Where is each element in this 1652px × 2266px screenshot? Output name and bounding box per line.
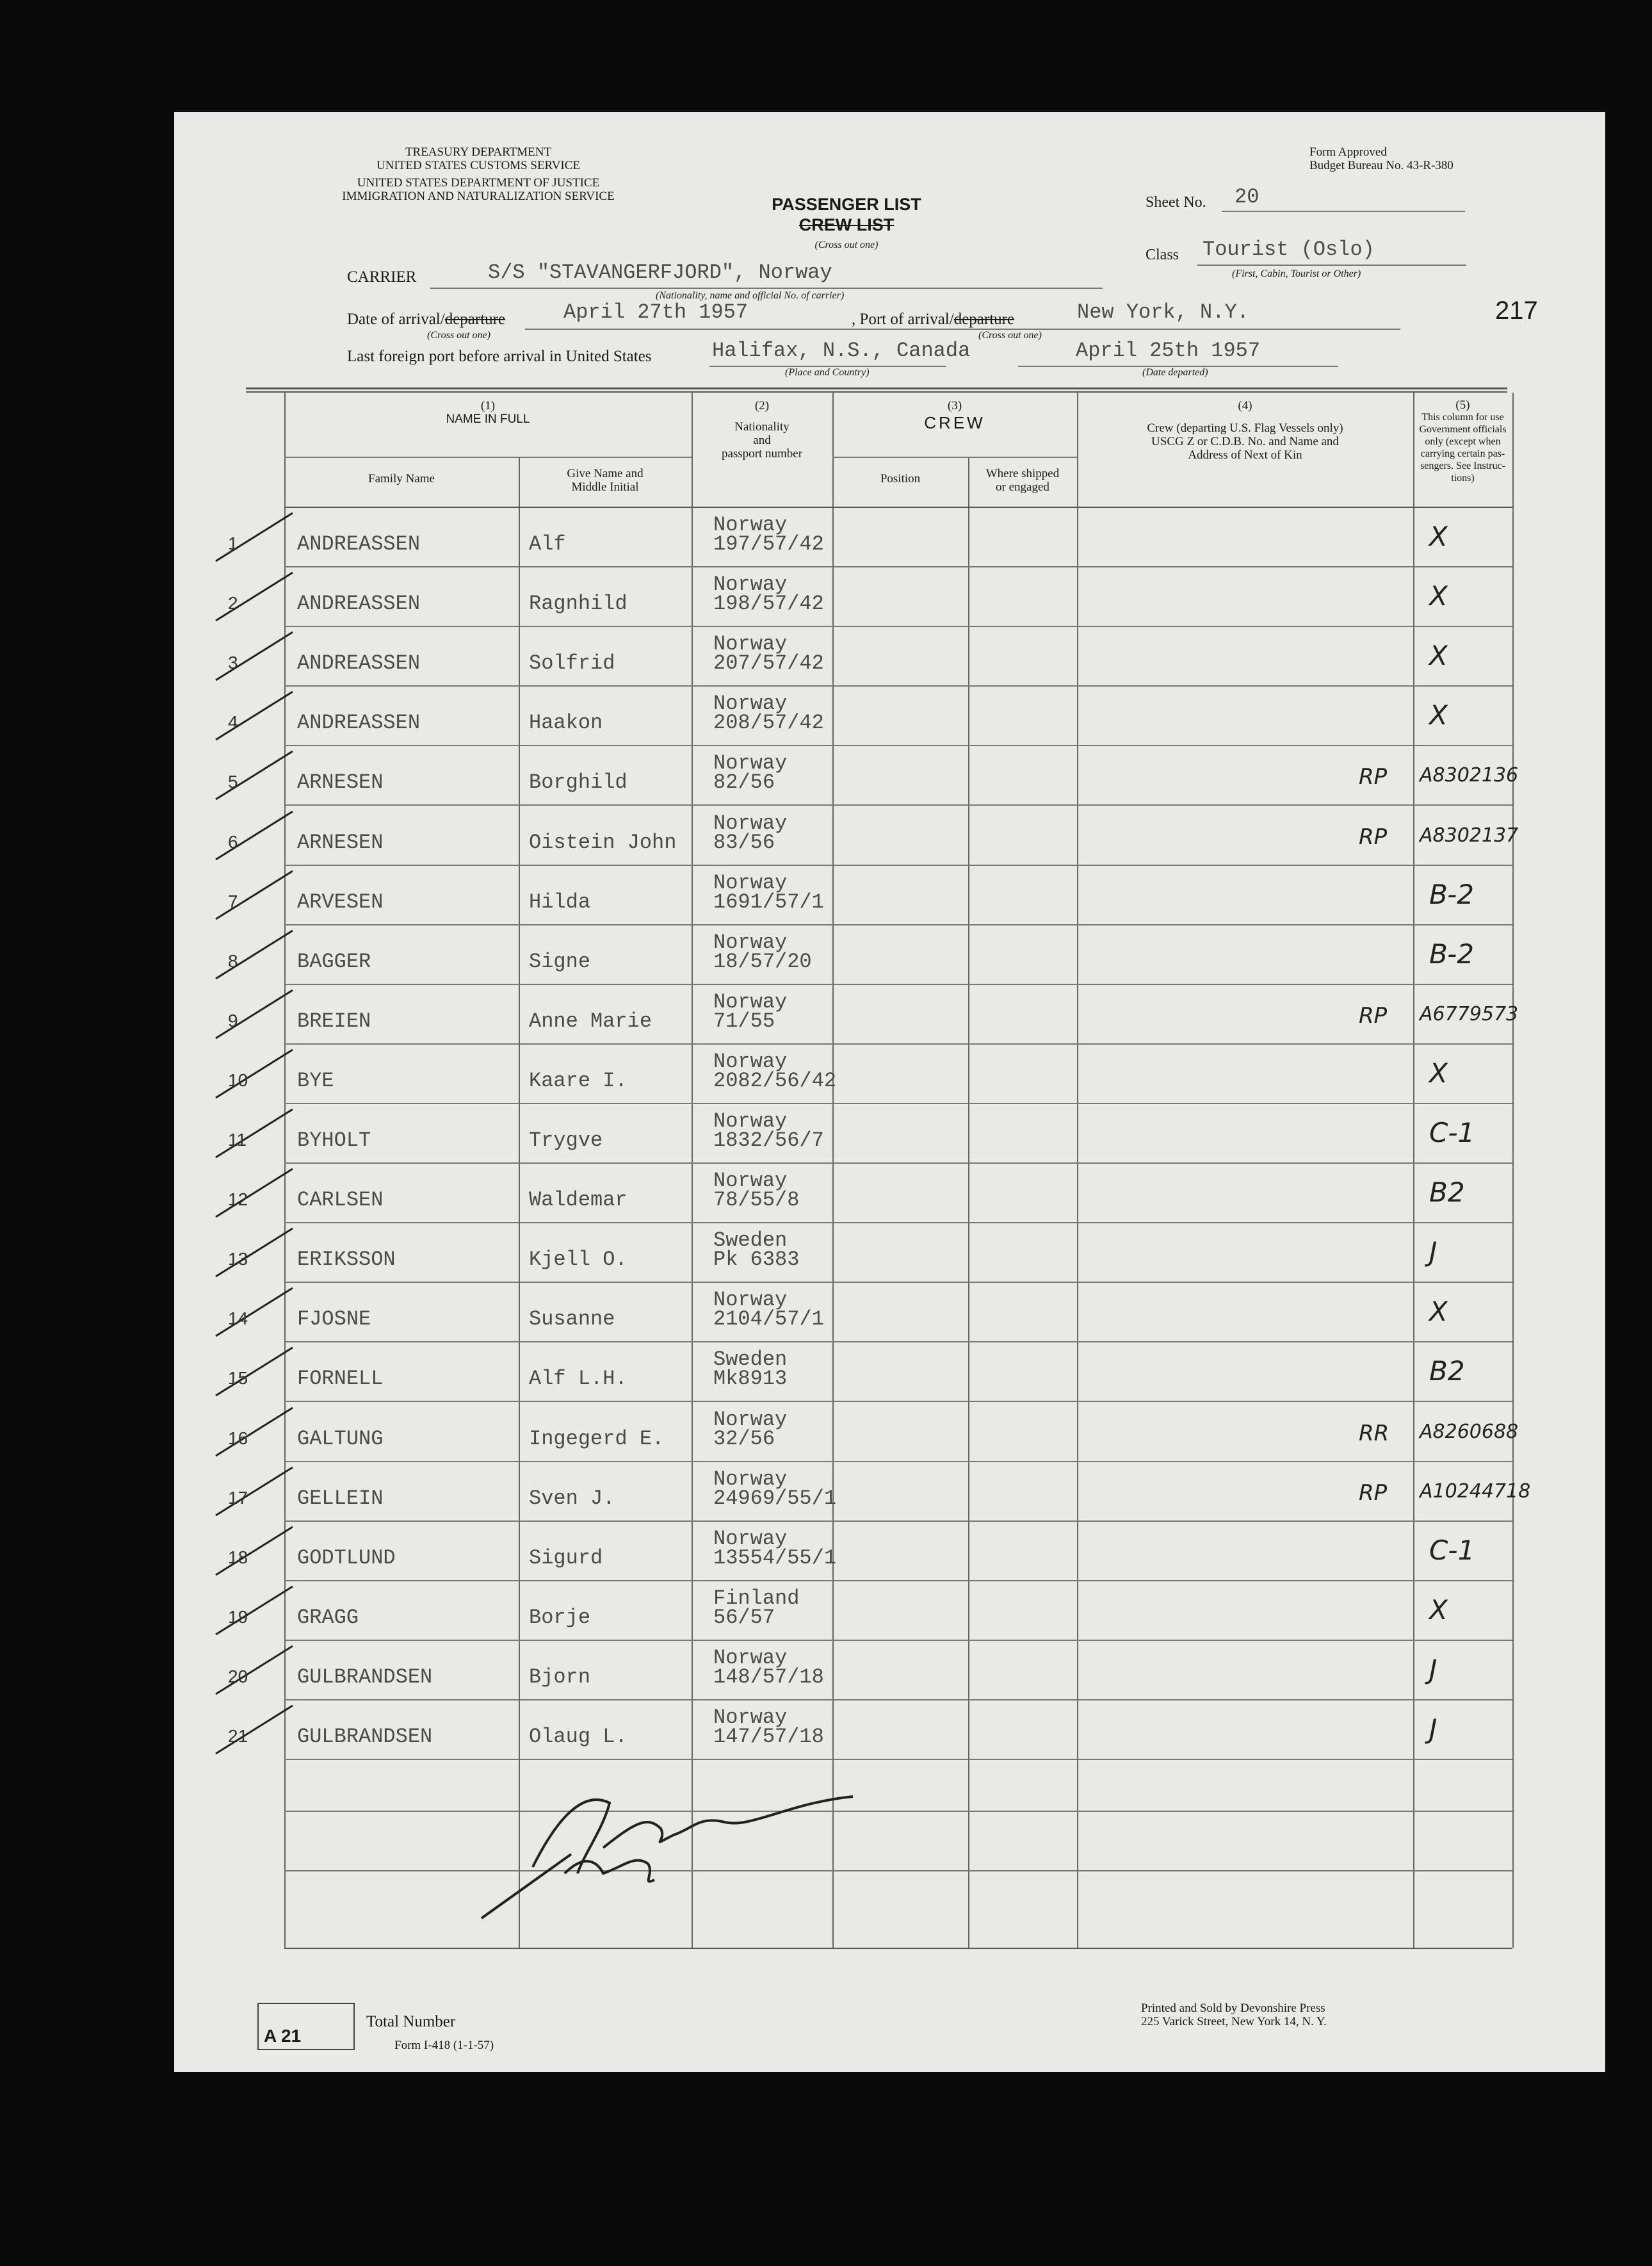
col5-line-6: tions) [1451, 473, 1475, 484]
printer-line-1: Printed and Sold by Devonshire Press [1141, 2001, 1325, 2015]
row-number: 2 [228, 593, 238, 614]
family-name: FJOSNE [297, 1307, 371, 1332]
col3a-header: Position [880, 472, 921, 485]
table-row [174, 745, 1605, 804]
carrier-label: CARRIER [347, 268, 417, 286]
passport-number: 13554/55/1 [713, 1545, 837, 1570]
check-mark-icon [209, 1693, 299, 1757]
official-mark: X [1429, 521, 1448, 552]
col2-line-2: and [753, 434, 771, 447]
given-name: Alf L.H. [529, 1367, 628, 1391]
last-port-value: Halifax, N.S., Canada [712, 339, 971, 363]
col5-line-3: only (except when [1425, 436, 1501, 447]
family-name: BAGGER [297, 949, 371, 974]
official-mark: J [1429, 1236, 1437, 1268]
title-crew-list: CREW LIST [798, 215, 895, 234]
given-name: Solfrid [529, 651, 615, 676]
col5-line-4: carrying certain pas- [1420, 448, 1505, 459]
official-mark: X [1429, 580, 1448, 612]
row-number: 14 [228, 1308, 248, 1329]
check-mark-icon [209, 1275, 299, 1339]
table-row [174, 924, 1605, 984]
dept-line-3: UNITED STATES DEPARTMENT OF JUSTICE [357, 176, 600, 190]
official-mark: A8260688 [1420, 1420, 1519, 1443]
given-name: Hilda [529, 890, 591, 914]
row-number: 6 [228, 831, 238, 852]
family-name: ANDREASSEN [297, 532, 421, 556]
given-name: Olaug L. [529, 1725, 628, 1748]
nationality: Sweden [713, 1348, 788, 1372]
given-name: Signe [529, 949, 591, 974]
family-name: GALTUNG [297, 1426, 384, 1451]
row-number: 8 [228, 950, 238, 971]
nationality: Norway [713, 513, 788, 537]
passport-number: 208/57/42 [713, 711, 824, 735]
passport-number: 78/55/8 [713, 1188, 800, 1212]
family-name: FORNELL [297, 1367, 384, 1391]
official-mark: X [1429, 1296, 1448, 1328]
class-value: Tourist (Oslo) [1203, 238, 1375, 261]
given-name: Haakon [529, 711, 603, 735]
dept-line-4: IMMIGRATION AND NATURALIZATION SERVICE [342, 190, 615, 203]
manifest-sheet [174, 112, 1605, 2072]
family-name: BREIEN [297, 1009, 371, 1033]
check-mark-icon [209, 1335, 299, 1399]
passport-number: 1832/56/7 [713, 1129, 824, 1152]
check-mark-icon [209, 1216, 299, 1280]
table-row [174, 1401, 1605, 1461]
official-note: RP [1359, 824, 1388, 850]
passport-number: 82/56 [713, 770, 775, 795]
passport-number: Mk8913 [713, 1367, 788, 1391]
arrival-date-label [347, 311, 505, 329]
family-name: ANDREASSEN [297, 592, 421, 616]
port-cross-note: (Cross out one) [978, 330, 1042, 341]
family-name: CARLSEN [297, 1188, 384, 1212]
total-number-box [257, 2003, 355, 2050]
given-name: Trygve [529, 1129, 603, 1152]
row-number: 11 [228, 1130, 247, 1150]
check-mark-icon [209, 1514, 299, 1578]
port-label [852, 311, 1014, 329]
nationality: Norway [713, 1169, 788, 1193]
table-row [174, 1341, 1605, 1401]
family-name: GRAGG [297, 1605, 359, 1629]
table-row [174, 805, 1605, 865]
check-mark-icon [209, 1156, 299, 1220]
departed-value: April 25th 1957 [1076, 339, 1261, 363]
check-mark-icon [209, 619, 299, 683]
passport-number: 198/57/42 [713, 592, 824, 616]
col2-header [692, 399, 832, 461]
title-passenger-list: PASSENGER LIST [772, 195, 921, 214]
row-number: 17 [228, 1487, 248, 1508]
given-name: Borghild [529, 770, 628, 795]
official-mark: J [1429, 1713, 1437, 1745]
family-name: ERIKSSON [297, 1248, 396, 1272]
family-name: ARVESEN [297, 890, 384, 914]
given-name: Kjell O. [529, 1248, 628, 1272]
arrival-cross-note: (Cross out one) [427, 330, 490, 341]
given-name: Oistein John [529, 830, 677, 854]
table-row [174, 865, 1605, 924]
total-number-value: A 21 [264, 2026, 302, 2046]
col5-line-5: sengers. See Instruc- [1420, 461, 1505, 471]
class-note: (First, Cabin, Tourist or Other) [1232, 268, 1361, 279]
form-number: Form I-418 (1-1-57) [394, 2039, 494, 2052]
row-number: 5 [228, 772, 238, 792]
last-port-note: (Place and Country) [785, 367, 870, 378]
col4-header [1077, 399, 1413, 462]
check-mark-icon [209, 679, 299, 743]
official-mark: B2 [1429, 1177, 1465, 1209]
col3b-line-1: Where shipped [985, 467, 1060, 480]
col1b-line-2: Middle Initial [571, 480, 639, 494]
check-mark-icon [209, 858, 299, 922]
approved-line-1: Form Approved [1309, 145, 1387, 159]
col1-number: (1) [480, 399, 496, 412]
nationality: Norway [713, 1049, 788, 1073]
passport-number: 32/56 [713, 1426, 775, 1451]
row-number: 9 [228, 1010, 238, 1031]
departed-note: (Date departed) [1142, 367, 1208, 378]
dept-line-1: TREASURY DEPARTMENT [405, 145, 552, 159]
nationality: Norway [713, 692, 788, 716]
printer-line-2: 225 Varick Street, New York 14, N. Y. [1141, 2015, 1327, 2028]
check-mark-icon [209, 500, 299, 564]
col2-number: (2) [754, 399, 770, 412]
table-row [174, 1282, 1605, 1341]
stamp-number: 217 [1495, 297, 1538, 325]
given-name: Bjorn [529, 1665, 591, 1689]
row-number: 10 [228, 1070, 248, 1090]
check-mark-icon [209, 738, 299, 803]
passport-number: 2104/57/1 [713, 1307, 824, 1332]
given-name: Waldemar [529, 1188, 628, 1212]
sheet-number: 20 [1235, 185, 1259, 209]
nationality: Norway [713, 1288, 788, 1312]
form-approved [1309, 145, 1454, 172]
family-name: GELLEIN [297, 1486, 384, 1510]
col5-header [1413, 399, 1512, 484]
official-mark: X [1429, 699, 1448, 731]
row-number: 13 [228, 1249, 248, 1269]
nationality: Norway [713, 1467, 788, 1491]
col4-line-3: Address of Next of Kin [1188, 448, 1302, 462]
row-number: 3 [228, 653, 238, 673]
form-title [750, 194, 943, 256]
port-value: New York, N.Y. [1077, 300, 1249, 324]
official-mark: B-2 [1429, 878, 1474, 910]
col3-title: CREW [924, 413, 985, 432]
col3-number: (3) [947, 399, 962, 412]
given-name: Sigurd [529, 1545, 603, 1570]
given-name: Borje [529, 1605, 591, 1629]
arrival-date-text: Date of arrival/ [347, 311, 445, 328]
row-number: 18 [228, 1547, 248, 1567]
nationality: Norway [713, 870, 788, 895]
col5-line-2: Government officials [1419, 424, 1507, 435]
family-name: ANDREASSEN [297, 651, 421, 676]
table-row [174, 507, 1605, 566]
col4-number: (4) [1238, 399, 1252, 412]
department-block [328, 145, 629, 203]
nationality: Norway [713, 811, 788, 835]
arrival-date-struck: departure [444, 311, 506, 328]
passport-number: 56/57 [713, 1605, 775, 1629]
check-mark-icon [209, 1455, 299, 1519]
nationality: Norway [713, 1526, 788, 1551]
check-mark-icon [209, 560, 299, 624]
nationality: Norway [713, 990, 788, 1014]
official-mark: X [1429, 1594, 1448, 1626]
nationality: Finland [713, 1586, 800, 1610]
col4-line-1: Crew (departing U.S. Flag Vessels only) [1147, 421, 1343, 435]
official-note: RP [1359, 1479, 1388, 1506]
table-row [174, 1461, 1605, 1520]
family-name: GULBRANDSEN [297, 1725, 433, 1748]
carrier-note: (Nationality, name and official No. of carrier) [656, 290, 845, 301]
last-port-label: Last foreign port before arrival in United States [347, 348, 652, 365]
check-mark-icon [209, 1096, 299, 1161]
approved-line-2: Budget Bureau No. 43-R-380 [1309, 159, 1454, 172]
passport-number: 148/57/18 [713, 1665, 824, 1689]
col5-line-1: This column for use [1421, 412, 1504, 423]
official-mark: X [1429, 640, 1448, 672]
check-mark-icon [209, 918, 299, 982]
passport-number: 147/57/18 [713, 1725, 824, 1748]
col1b-header [519, 467, 692, 494]
table-row [174, 1640, 1605, 1699]
check-mark-icon [209, 1574, 299, 1638]
officer-signature [456, 1777, 866, 1931]
passport-number: 197/57/42 [713, 532, 824, 556]
official-mark: B-2 [1429, 938, 1474, 970]
check-mark-icon [209, 1633, 299, 1697]
row-number: 16 [228, 1428, 248, 1448]
family-name: ARNESEN [297, 770, 384, 795]
official-mark: A10244718 [1420, 1479, 1531, 1503]
check-mark-icon [209, 1037, 299, 1101]
sheet-label: Sheet No. [1146, 194, 1206, 211]
official-mark: A8302137 [1420, 824, 1519, 847]
col3b-line-2: or engaged [996, 480, 1049, 494]
dept-line-2: UNITED STATES CUSTOMS SERVICE [376, 159, 581, 172]
passport-number: 18/57/20 [713, 949, 812, 974]
arrival-date-value: April 27th 1957 [563, 300, 749, 324]
family-name: BYE [297, 1068, 334, 1093]
table-row [174, 566, 1605, 626]
official-mark: J [1429, 1653, 1437, 1685]
given-name: Kaare I. [529, 1068, 628, 1093]
row-number: 15 [228, 1368, 248, 1389]
passport-number: 207/57/42 [713, 651, 824, 676]
col1-title: NAME IN FULL [446, 412, 530, 426]
total-number-label: Total Number [366, 2013, 456, 2030]
family-name: ANDREASSEN [297, 711, 421, 735]
passport-number: 71/55 [713, 1009, 775, 1033]
family-name: ARNESEN [297, 830, 384, 854]
official-mark: A8302136 [1420, 764, 1519, 787]
official-mark: A6779573 [1420, 1002, 1519, 1025]
col5-number: (5) [1455, 398, 1470, 412]
table-row [174, 1580, 1605, 1640]
port-text: , Port of arrival/ [852, 311, 954, 328]
nationality: Norway [713, 1109, 788, 1133]
official-mark: B2 [1429, 1355, 1465, 1387]
official-note: RP [1359, 1002, 1388, 1029]
passport-number: 24969/55/1 [713, 1486, 837, 1510]
nationality: Norway [713, 1645, 788, 1670]
class-label: Class [1146, 247, 1179, 263]
check-mark-icon [209, 977, 299, 1041]
table-row [174, 1103, 1605, 1162]
passport-number: 2082/56/42 [713, 1068, 837, 1093]
table-row [174, 1162, 1605, 1222]
table-row [174, 984, 1605, 1043]
passport-number: 1691/57/1 [713, 890, 824, 914]
col4-line-2: USCG Z or C.D.B. No. and Name and [1151, 435, 1339, 448]
nationality: Norway [713, 573, 788, 597]
table-row [174, 626, 1605, 685]
row-number: 21 [228, 1726, 248, 1746]
nationality: Norway [713, 1706, 788, 1729]
given-name: Anne Marie [529, 1009, 652, 1033]
col3b-header [968, 467, 1077, 494]
row-number: 7 [228, 891, 238, 911]
nationality: Sweden [713, 1228, 788, 1253]
col2-line-3: passport number [721, 447, 803, 461]
check-mark-icon [209, 1395, 299, 1459]
passport-number: 83/56 [713, 830, 775, 854]
table-row [174, 1222, 1605, 1282]
col1-header [284, 399, 692, 426]
family-name: GULBRANDSEN [297, 1665, 433, 1689]
col3-header [832, 399, 1077, 430]
given-name: Sven J. [529, 1486, 615, 1510]
official-note: RP [1359, 764, 1388, 790]
family-name: GODTLUND [297, 1545, 396, 1570]
given-name: Alf [529, 532, 566, 556]
table-row [174, 1520, 1605, 1580]
nationality: Norway [713, 1407, 788, 1431]
table-row [174, 685, 1605, 745]
nationality: Norway [713, 930, 788, 954]
col1b-line-1: Give Name and [567, 467, 644, 480]
row-number: 4 [228, 712, 238, 733]
row-number: 19 [228, 1606, 248, 1627]
row-number: 12 [228, 1189, 248, 1210]
given-name: Ingegerd E. [529, 1426, 665, 1451]
official-mark: X [1429, 1057, 1448, 1089]
carrier-value: S/S "STAVANGERFJORD", Norway [488, 261, 832, 284]
check-mark-icon [209, 799, 299, 863]
title-cross-note: (Cross out one) [814, 240, 879, 250]
official-mark: C-1 [1429, 1534, 1475, 1566]
official-note: RR [1359, 1420, 1389, 1446]
table-row [174, 1043, 1605, 1103]
row-number: 20 [228, 1666, 248, 1686]
given-name: Ragnhild [529, 592, 628, 616]
family-name: BYHOLT [297, 1129, 371, 1152]
table-row [174, 1699, 1605, 1759]
official-mark: C-1 [1429, 1117, 1475, 1148]
given-name: Susanne [529, 1307, 615, 1332]
row-number: 1 [228, 534, 238, 553]
port-struck: departure [953, 311, 1015, 328]
col2-line-1: Nationality [734, 420, 790, 434]
passport-number: Pk 6383 [713, 1248, 800, 1272]
col1a-header: Family Name [368, 472, 435, 485]
nationality: Norway [713, 632, 788, 656]
printer-info [1141, 2001, 1327, 2028]
nationality: Norway [713, 751, 788, 776]
